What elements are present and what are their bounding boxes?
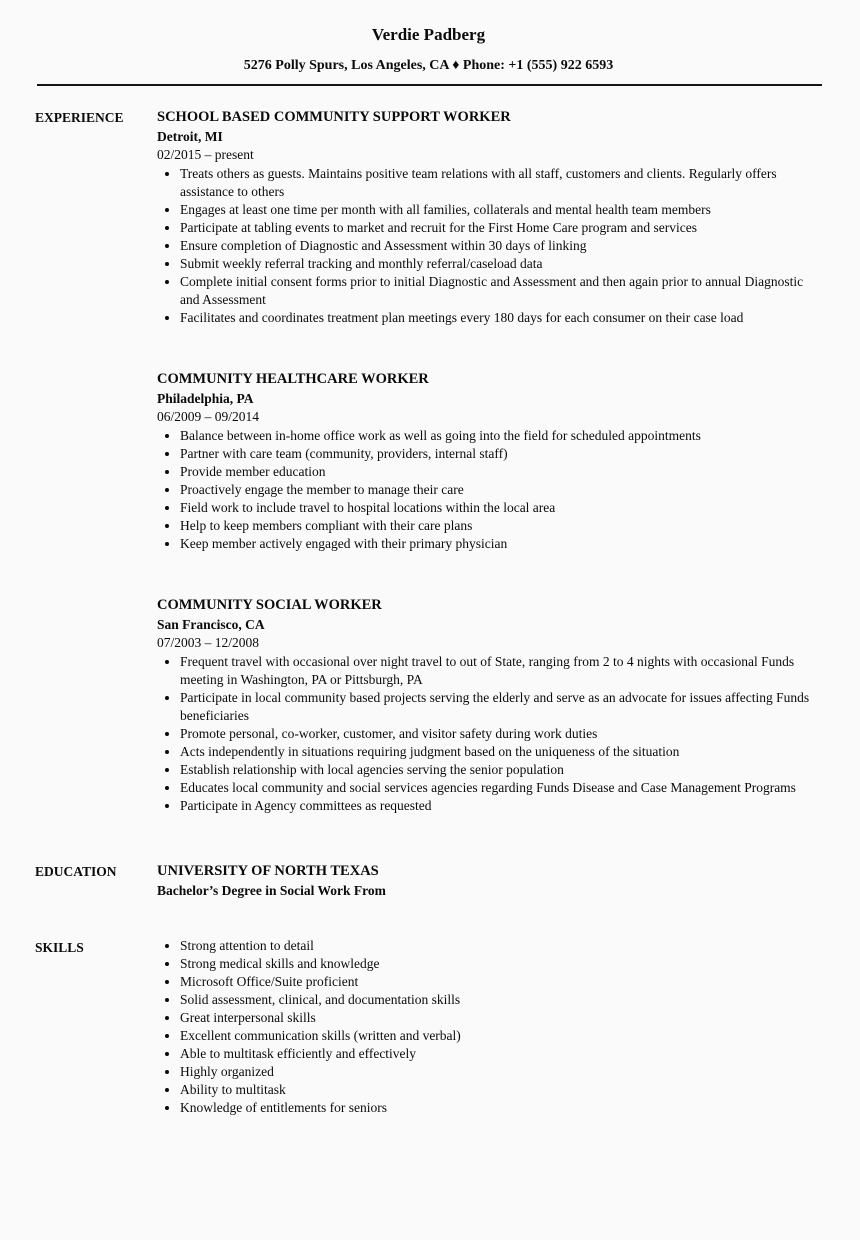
education-content — [157, 861, 822, 901]
skills-bullet-list — [157, 937, 822, 1117]
bullet-item: • Submit weekly referral tracking and monthly referral/caseload data — [180, 255, 822, 273]
bullet-item: • Balance between in-home office work as well as going into the field for scheduled appointments — [180, 427, 822, 445]
bullet-item: • Partner with care team (community, providers, internal staff) — [180, 445, 822, 463]
bullet-item: • Complete initial consent forms prior to initial Diagnostic and Assessment and then again prior to annual Diagnostic and Assessment — [180, 273, 822, 309]
bullet-item: • Engages at least one time per month with all families, collaterals and mental health team members — [180, 201, 822, 219]
bullet-item: • Proactively engage the member to manage their care — [180, 481, 822, 499]
section-experience — [35, 107, 822, 815]
bullet-item: • Highly organized — [180, 1063, 822, 1081]
bullet-item: • Solid assessment, clinical, and documentation skills — [180, 991, 822, 1009]
skills-content — [157, 937, 822, 1117]
job-bullet-list — [157, 653, 822, 815]
bullet-item: • Acts independently in situations requiring judgment based on the uniqueness of the situation — [180, 743, 822, 761]
job-title: COMMUNITY SOCIAL WORKER — [157, 597, 382, 613]
job-entry — [157, 107, 822, 327]
contact-line — [35, 57, 822, 75]
bullet-item: • Field work to include travel to hospital locations within the local area — [180, 499, 822, 517]
bullet-item: • Strong attention to detail — [180, 937, 822, 955]
experience-content — [157, 107, 822, 815]
job-entry — [157, 369, 822, 553]
education-label: EDUCATION — [35, 864, 117, 879]
job-title: COMMUNITY HEALTHCARE WORKER — [157, 371, 429, 387]
bullet-item: • Treats others as guests. Maintains positive team relations with all staff, customers and clients. Regularly offers assistance to others — [180, 165, 822, 201]
bullet-item: • Establish relationship with local agencies serving the senior population — [180, 761, 822, 779]
bullet-item: • Frequent travel with occasional over night travel to out of State, ranging from 2 to 4 nights with occasional Funds meeting in Washington, PA or Pittsburgh, PA — [180, 653, 822, 689]
bullet-item: • Participate in local community based projects serving the elderly and serve as an advocate for issues affecting Funds beneficiaries — [180, 689, 822, 725]
job-location: Philadelphia, PA — [157, 391, 254, 406]
job-location: San Francisco, CA — [157, 617, 265, 632]
diamond-separator-icon: ♦ — [452, 58, 460, 73]
job-bullet-list — [157, 165, 822, 327]
section-education — [35, 861, 822, 901]
bullet-item: • Provide member education — [180, 463, 822, 481]
bullet-item: • Knowledge of entitlements for seniors — [180, 1099, 822, 1117]
school-name: UNIVERSITY OF NORTH TEXAS — [157, 863, 379, 879]
skills-label: SKILLS — [35, 940, 84, 955]
person-name: Verdie Padberg — [371, 25, 486, 44]
header-divider — [37, 84, 822, 86]
resume-header — [35, 24, 822, 75]
bullet-item: • Facilitates and coordinates treatment plan meetings every 180 days for each consumer on their case load — [180, 309, 822, 327]
job-dates: 06/2009 – 09/2014 — [157, 409, 260, 424]
bullet-item: • Keep member actively engaged with their primary physician — [180, 535, 822, 553]
job-entry — [157, 595, 822, 815]
bullet-item: • Educates local community and social services agencies regarding Funds Disease and Case Management Programs — [180, 779, 822, 797]
bullet-item: • Promote personal, co-worker, customer, and visitor safety during work duties — [180, 725, 822, 743]
section-skills — [35, 937, 822, 1117]
contact-phone: Phone: +1 (555) 922 6593 — [462, 58, 614, 73]
bullet-item: • Excellent communication skills (written and verbal) — [180, 1027, 822, 1045]
job-dates: 07/2003 – 12/2008 — [157, 635, 260, 650]
bullet-item: • Strong medical skills and knowledge — [180, 955, 822, 973]
bullet-item: • Able to multitask efficiently and effectively — [180, 1045, 822, 1063]
bullet-item: • Great interpersonal skills — [180, 1009, 822, 1027]
bullet-item: • Microsoft Office/Suite proficient — [180, 973, 822, 991]
job-bullet-list — [157, 427, 822, 553]
job-dates: 02/2015 – present — [157, 147, 254, 162]
job-title: SCHOOL BASED COMMUNITY SUPPORT WORKER — [157, 109, 511, 125]
bullet-item: • Ensure completion of Diagnostic and Assessment within 30 days of linking — [180, 237, 822, 255]
degree-name: Bachelor’s Degree in Social Work From — [157, 883, 386, 898]
experience-label: EXPERIENCE — [35, 110, 124, 125]
bullet-item: • Participate at tabling events to market and recruit for the First Home Care program and services — [180, 219, 822, 237]
job-location: Detroit, MI — [157, 129, 223, 144]
bullet-item: • Ability to multitask — [180, 1081, 822, 1099]
contact-address: 5276 Polly Spurs, Los Angeles, CA — [243, 58, 449, 73]
bullet-item: • Participate in Agency committees as requested — [180, 797, 822, 815]
bullet-item: • Help to keep members compliant with their care plans — [180, 517, 822, 535]
